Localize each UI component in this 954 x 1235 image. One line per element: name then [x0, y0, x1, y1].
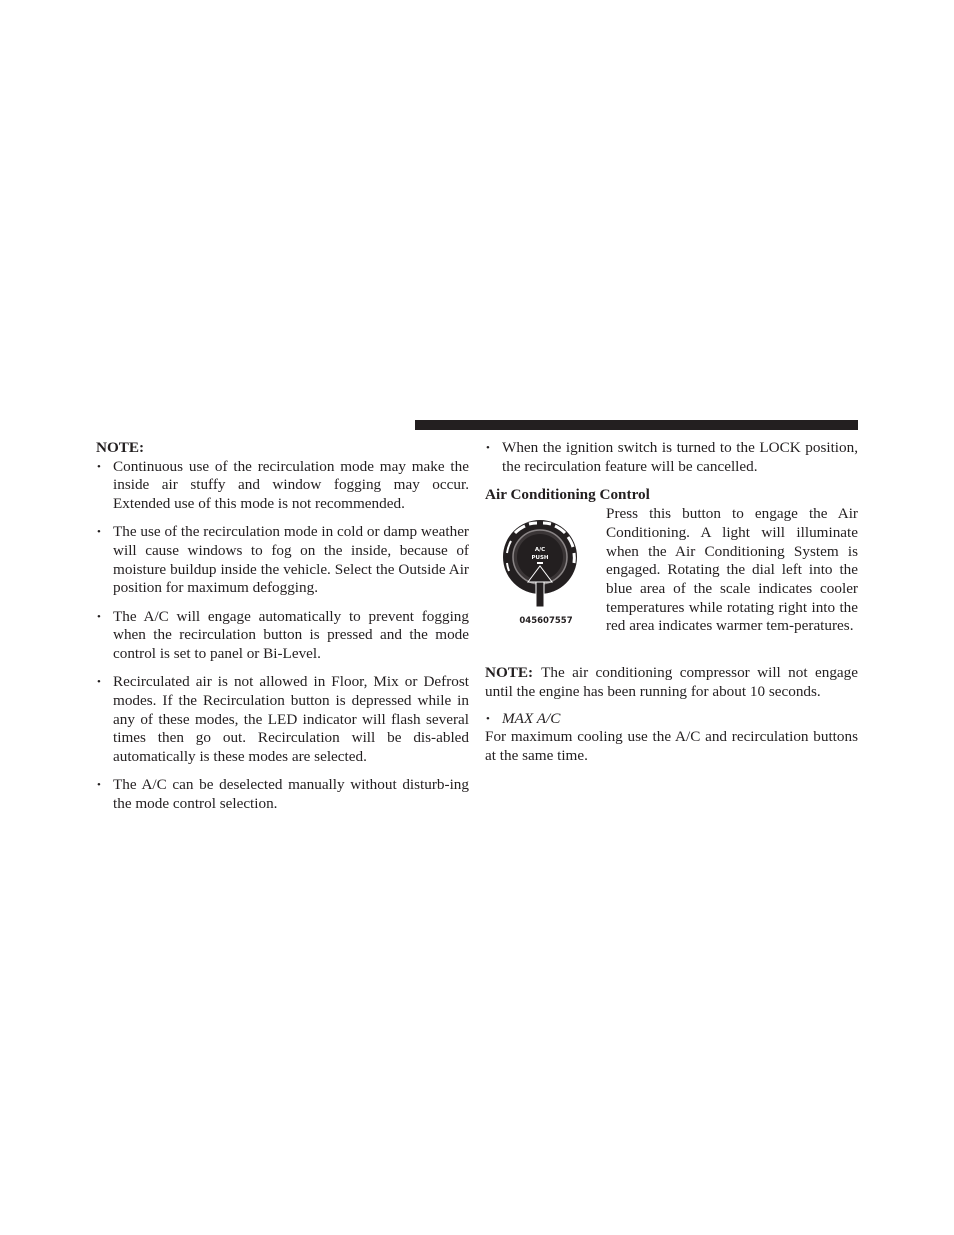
max-ac-text: For maximum cooling use the A/C and recirculation buttons at the same time. — [485, 728, 858, 764]
ac-dial-figure — [485, 511, 603, 631]
bullet-dot-icon: • — [486, 712, 490, 725]
bullet-text: Recirculated air is not allowed in Floor, Mix or Defrost modes. If the Recirculation button is depressed while in any of these modes, the LED indicator will flash several times then go out. Recirculation will be dis-abled automatically is these modes are selected. — [113, 673, 469, 766]
note-bullet-1 — [96, 458, 469, 514]
bullet-text: The A/C can be deselected manually without disturb-ing the mode control selection. — [113, 776, 469, 812]
bullet-dot-icon: • — [97, 610, 101, 623]
note-bullet-4 — [96, 673, 469, 767]
section-heading: Air Conditioning Control — [485, 486, 650, 504]
max-ac-heading — [485, 710, 858, 729]
note-bullet-5 — [96, 776, 469, 813]
dial-indicator-light — [537, 562, 543, 564]
left-column — [96, 439, 469, 823]
ac-note — [485, 664, 858, 701]
dial-label-ac: A/C — [534, 547, 546, 554]
bullet-dot-icon: • — [486, 442, 490, 454]
note-heading: NOTE: — [96, 439, 145, 456]
ac-description: Press this button to engage the Air Conditioning. A light will illuminate when the Air Conditioning System is engaged. Rotating the dial left into the blue area of the scale indicates cooler temperatures while rotating right into the red area indicates warmer tem-peratures. — [606, 505, 858, 635]
dial-label-push: PUSH — [531, 555, 549, 562]
bullet-text: When the ignition switch is turned to the LOCK position, the recirculation feature will be cancelled. — [502, 439, 858, 475]
bullet-text: The A/C will engage automatically to prevent fogging when the recirculation button is pressed and the mode control is set to panel or Bi-Level. — [113, 607, 469, 663]
ac-control-block — [485, 505, 858, 655]
bullet-dot-icon: • — [97, 526, 101, 539]
ac-note-text: The air conditioning compressor will not engage until the engine has been running for about 10 seconds. — [485, 664, 858, 700]
bullet-dot-icon: • — [97, 779, 101, 792]
header-rule — [415, 420, 858, 430]
bullet-dot-icon: • — [97, 676, 101, 689]
right-column — [485, 439, 858, 766]
ac-note-label: NOTE: — [485, 664, 534, 682]
bullet-text: Continuous use of the recirculation mode may make the inside air stuffy and window fogging may occur. Extended use of this mode is not recommended. — [113, 457, 469, 513]
note-bullet-3 — [96, 608, 469, 664]
ignition-bullet — [485, 439, 858, 476]
figure-code: 045607557 — [519, 616, 573, 627]
bullet-dot-icon: • — [97, 460, 101, 473]
note-bullet-2 — [96, 523, 469, 598]
max-ac-label: MAX A/C — [502, 709, 561, 727]
bullet-text: The use of the recirculation mode in cold or damp weather will cause windows to fog on the inside, because of moisture buildup inside the vehicle. Select the Outside Air position for maximum defogging. — [113, 523, 469, 597]
